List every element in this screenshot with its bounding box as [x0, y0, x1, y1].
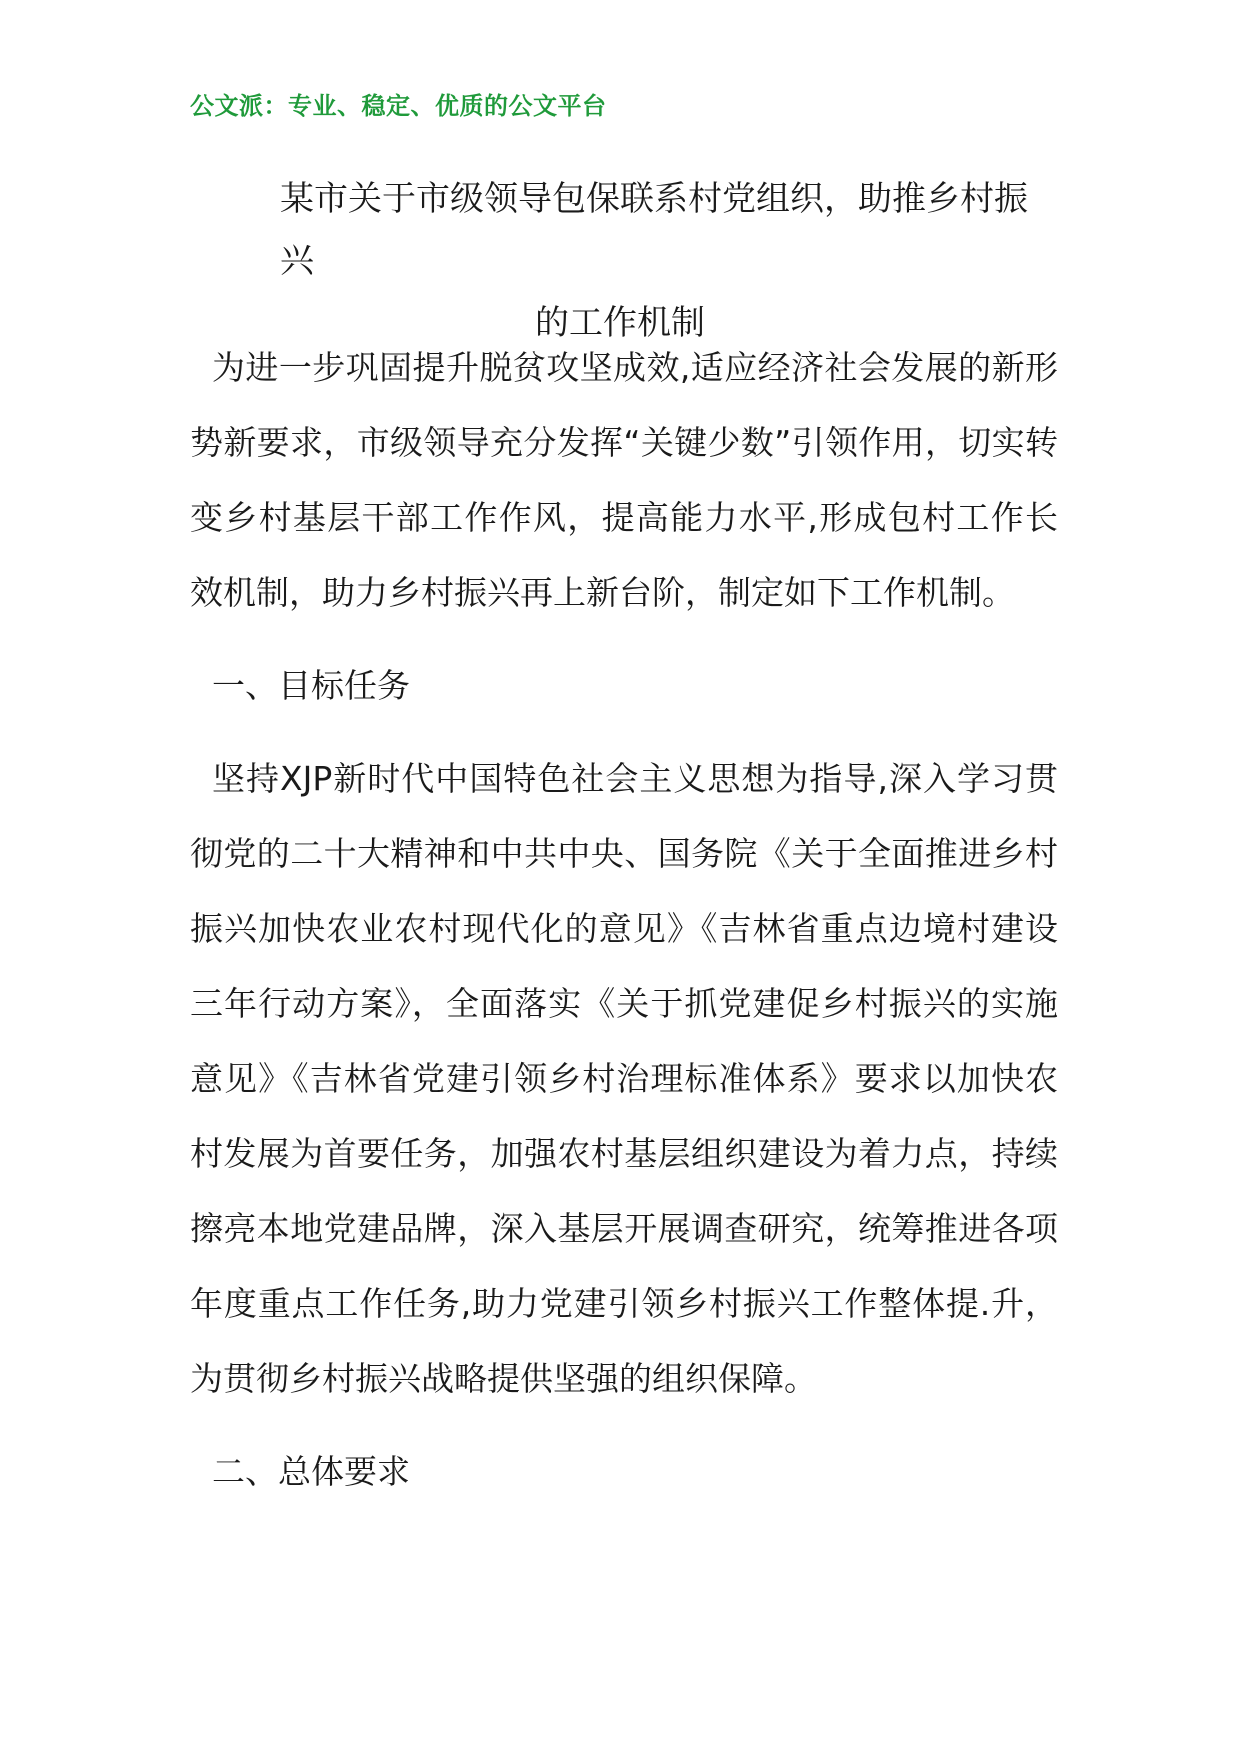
- section-1-paragraph: 坚持XJP新时代中国特色社会主义思想为指导,深入学习贯彻党的二十大精神和中共中央、国务院《关于全面推进乡村振兴加快农业农村现代化的意见》《吉林省重点边境村建设三年行动方案》，全面落实《关于抓党建促乡村振兴的实施意见》《吉林省党建引领乡村治理标准体系》要求以加快农村发展为首要任务，加强农村基层组织建设为着力点，持续擦亮本地党建品牌，深入基层开展调查研究，统筹推进各项年度重点工作任务,助力党建引领乡村振兴工作整体提.升，为贯彻乡村振兴战略提供坚强的组织保障。: [190, 759, 1058, 1398]
- platform-header: 公文派：专业、稳定、优质的公文平台: [190, 91, 607, 120]
- title-line-1: 某市关于市级领导包保联系村党组织，助推乡村振兴: [280, 179, 1028, 281]
- title-line-2: 的工作机制: [535, 303, 705, 343]
- section-heading-1: 一、目标任务: [212, 666, 410, 705]
- intro-paragraph: 为进一步巩固提升脱贫攻坚成效,适应经济社会发展的新形势新要求，市级领导充分发挥“关键少数”引领作用，切实转变乡村基层干部工作作风，提高能力水平,形成包村工作长效机制，助力乡村振兴再上新台阶，制定如下工作机制。: [190, 348, 1058, 612]
- document-title: [190, 168, 1050, 354]
- document-body: [190, 330, 1058, 1509]
- section-heading-2: 二、总体要求: [212, 1452, 410, 1491]
